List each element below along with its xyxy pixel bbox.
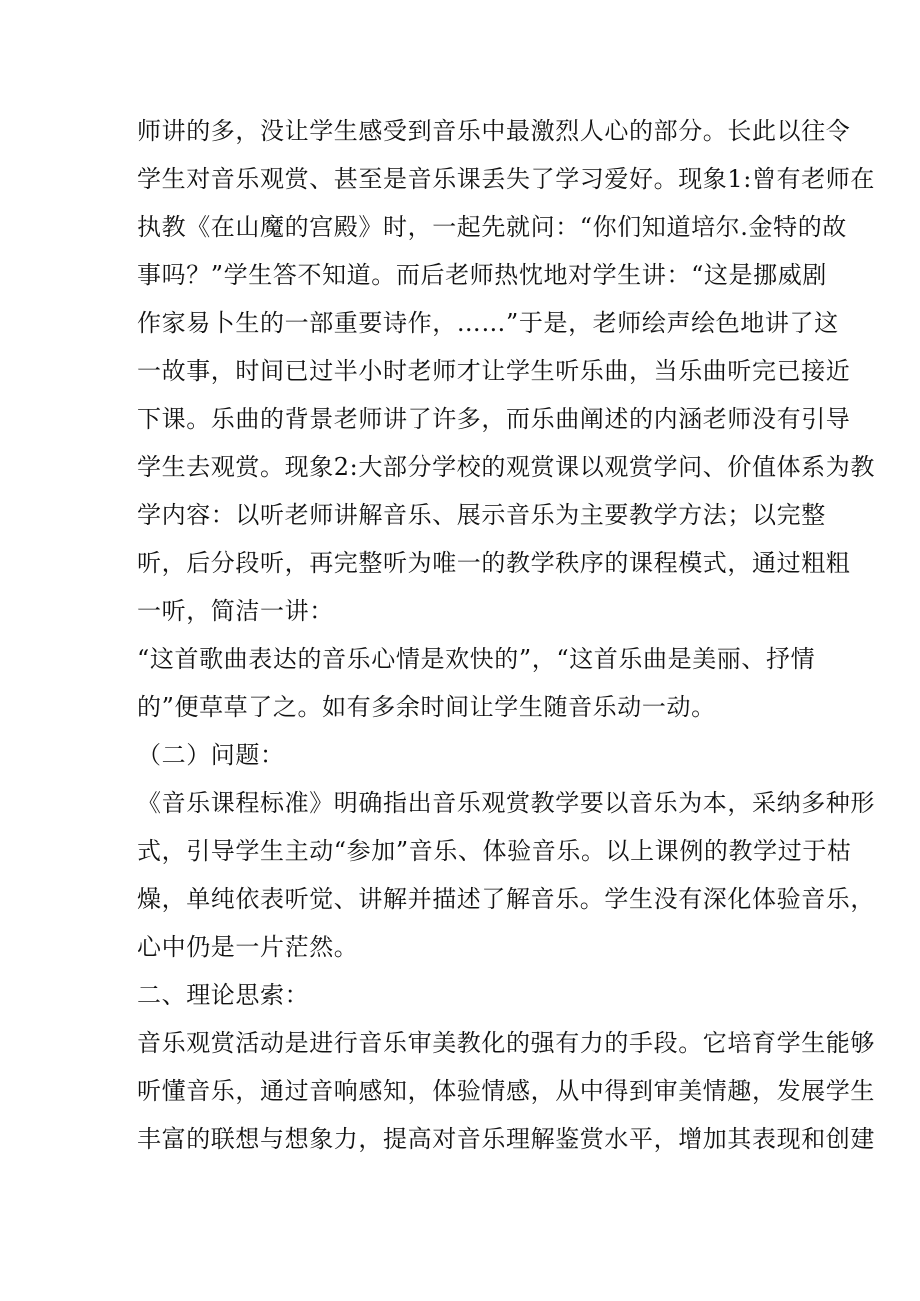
text-line: 《音乐课程标准》明确指出音乐观赏教学要以音乐为本，采纳多种形 (137, 789, 875, 817)
text-line: 师讲的多，没让学生感受到音乐中最激烈人心的部分。长此以往令 (137, 117, 851, 145)
text-line: 学生去观赏。现象2:大部分学校的观赏课以观赏学问、价值体系为教 (137, 453, 875, 481)
text-line: “这首歌曲表达的音乐心情是欢快的”，“这首乐曲是美丽、抒情 (137, 645, 816, 673)
text-line: 一听，简洁一讲： (137, 597, 334, 625)
text-line: 心中仍是一片茫然。 (137, 933, 359, 961)
text-line: 式，引导学生主动“参加”音乐、体验音乐。以上课例的教学过于枯 (137, 837, 852, 865)
text-line: 的”便草草了之。如有多余时间让学生随音乐动一动。 (137, 693, 716, 721)
text-line: 下课。乐曲的背景老师讲了许多，而乐曲阐述的内涵老师没有引导 (137, 405, 851, 433)
section-heading: （二）问题： (137, 741, 285, 769)
text-line: 听，后分段听，再完整听为唯一的教学秩序的课程模式，通过粗粗 (137, 549, 851, 577)
text-line: 音乐观赏活动是进行音乐审美教化的强有力的手段。它培育学生能够 (137, 1029, 875, 1057)
text-line: 学生对音乐观赏、甚至是音乐课丢失了学习爱好。现象1:曾有老师在 (137, 165, 875, 193)
text-line: 丰富的联想与想象力，提高对音乐理解鉴赏水平，增加其表现和创建 (137, 1125, 875, 1153)
text-line: 学内容：以听老师讲解音乐、展示音乐为主要教学方法；以完整 (137, 501, 826, 529)
section-heading: 二、理论思索： (137, 981, 310, 1009)
text-line: 执教《在山魔的宫殿》时，一起先就问：“你们知道培尔.金特的故 (137, 213, 847, 241)
text-line: 听懂音乐，通过音响感知，体验情感，从中得到审美情趣，发展学生 (137, 1077, 875, 1105)
text-line: 燥，单纯依表听觉、讲解并描述了解音乐。学生没有深化体验音乐， (137, 885, 875, 913)
text-line: 作家易卜生的一部重要诗作，……”于是，老师绘声绘色地讲了这 (137, 309, 839, 337)
text-line: 事吗？”学生答不知道。而后老师热忱地对学生讲：“这是挪威剧 (137, 261, 827, 289)
text-line: 一故事，时间已过半小时老师才让学生听乐曲，当乐曲听完已接近 (137, 357, 851, 385)
